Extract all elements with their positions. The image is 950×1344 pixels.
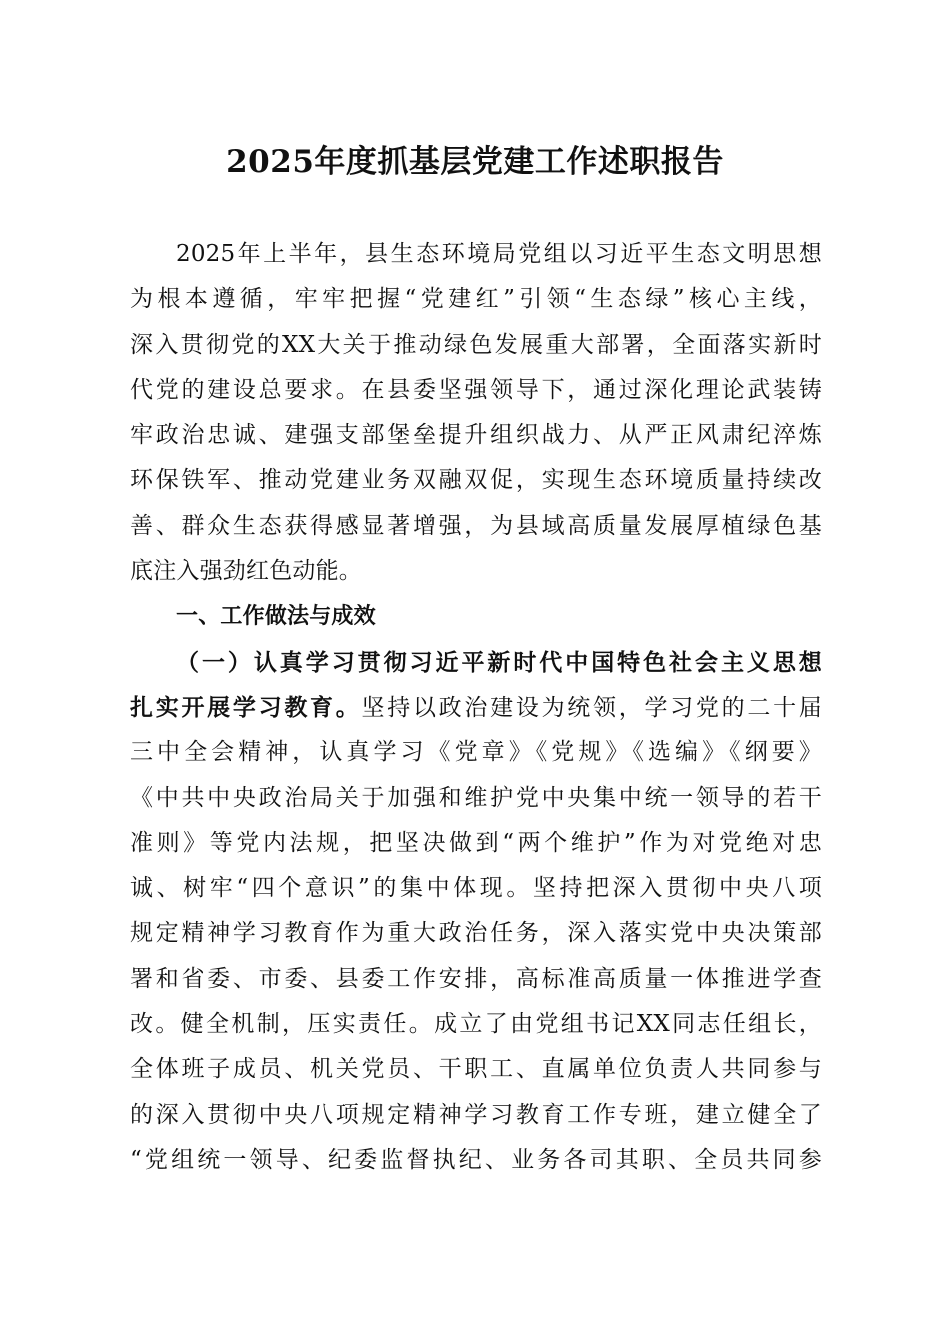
document-title: 2025年度抓基层党建工作述职报告: [226, 144, 724, 180]
paragraph-line: 的深入贯彻中央八项规定精神学习教育工作专班，建立健全了: [130, 1101, 822, 1128]
paragraph-line: 代党的建设总要求。在县委坚强领导下，通过深化理论武装铸: [130, 376, 822, 403]
paragraph-line: 《中共中央政治局关于加强和维护党中央集中统一领导的若干: [130, 784, 822, 811]
paragraph-line: 规定精神学习教育作为重大政治任务，深入落实党中央决策部: [130, 920, 822, 947]
paragraph-line: 全体班子成员、机关党员、干职工、直属单位负责人共同参与: [130, 1056, 822, 1083]
paragraph-line: “党组统一领导、纪委监督执纪、业务各司其职、全员共同参: [130, 1146, 822, 1173]
paragraph-line: 2025年上半年，县生态环境局党组以习近平生态文明思想: [176, 241, 822, 267]
paragraph-line: 牢政治忠诚、建强支部堡垒提升组织战力、从严正风肃纪淬炼: [130, 422, 822, 449]
paragraph-line: 署和省委、市委、县委工作安排，高标准高质量一体推进学查: [130, 965, 822, 992]
paragraph-line: 善、群众生态获得感显著增强，为县域高质量发展厚植绿色基: [130, 512, 822, 539]
subsection-heading: （一）认真学习贯彻习近平新时代中国特色社会主义思想: [176, 648, 822, 676]
paragraph-line: 为根本遵循，牢牢把握“党建红”引领“生态绿”核心主线，: [130, 286, 822, 313]
document-body: [130, 232, 822, 1183]
section-heading: 一、工作做法与成效: [176, 604, 376, 630]
paragraph-line: 诚、树牢“四个意识”的集中体现。坚持把深入贯彻中央八项: [130, 875, 822, 902]
paragraph-line: 环保铁军、推动党建业务双融双促，实现生态环境质量持续改: [130, 467, 822, 494]
paragraph-line: 三中全会精神，认真学习《党章》《党规》《选编》《纲要》: [130, 739, 822, 766]
paragraph-line: 准则》等党内法规，把坚决做到“两个维护”作为对党绝对忠: [130, 829, 822, 856]
paragraph-line-mixed: [130, 685, 822, 730]
paragraph-line: 深入贯彻党的XX大关于推动绿色发展重大部署，全面落实新时: [130, 331, 822, 358]
subsection-heading-continued: 扎实开展学习教育。: [130, 693, 362, 721]
paragraph-line: 底注入强劲红色动能。: [130, 558, 362, 585]
paragraph-line: 改。健全机制，压实责任。成立了由党组书记XX同志任组长，: [130, 1011, 822, 1038]
paragraph-line-rest: 坚持以政治建设为统领，学习党的二十届: [361, 694, 822, 721]
